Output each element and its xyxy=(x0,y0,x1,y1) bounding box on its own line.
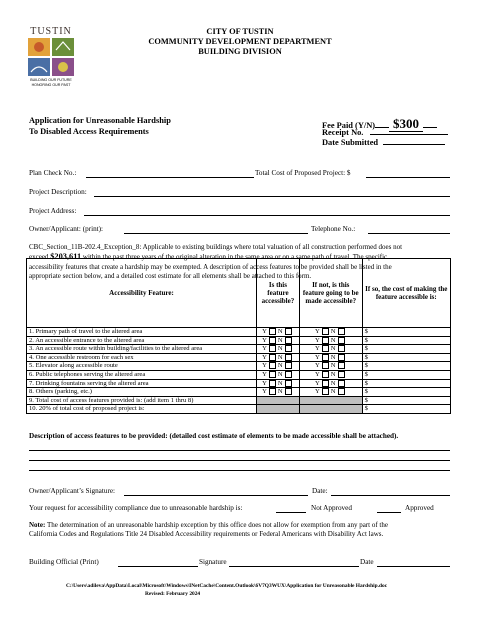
row-feature: 1. Primary path of travel to the altered area xyxy=(27,328,257,337)
yes-checkbox[interactable] xyxy=(269,354,276,361)
table-row xyxy=(27,379,451,388)
date-submitted-field[interactable] xyxy=(383,137,445,145)
yes-checkbox[interactable] xyxy=(322,362,329,369)
receipt-label: Receipt No. xyxy=(322,128,364,137)
yes-checkbox[interactable] xyxy=(322,328,329,335)
table-row-percent xyxy=(27,405,451,414)
note-line-2: California Codes and Regulations Title 24 Disabled Accessibility requirements or Federal Americans with Disability Act laws. xyxy=(29,530,384,539)
table-row xyxy=(27,362,451,371)
cost-cell[interactable]: $ xyxy=(362,370,450,379)
note-label: Note: xyxy=(29,521,46,529)
col-header-feature: Accessibility Feature: xyxy=(27,259,257,328)
yes-checkbox[interactable] xyxy=(269,380,276,387)
date-submitted-label: Date Submitted xyxy=(322,138,379,147)
row-total-label: 9. Total cost of access features provided is: (add item 1 thru 8) xyxy=(27,396,257,405)
no-checkbox[interactable] xyxy=(285,345,292,352)
owner-label: Owner/Applicant: (print): xyxy=(29,225,104,233)
row-feature: 3. An accessible route within building/facilities to the altered area xyxy=(27,345,257,354)
official-signature-label: Signature xyxy=(199,558,227,566)
owner-signature-field[interactable] xyxy=(124,495,308,496)
no-checkbox[interactable] xyxy=(338,371,345,378)
telephone-label: Telephone No.: xyxy=(311,225,356,233)
col-header-accessible: Is this feature accessible? xyxy=(256,259,299,328)
row-feature: 2. An accessible entrance to the altered area xyxy=(27,336,257,345)
cost-cell[interactable]: $ xyxy=(362,379,450,388)
cbc-line-3: accessibility features that create a hardship may be exempted. A description of access features to be provided shall be listed in the xyxy=(29,262,392,271)
accessible-cell: Y N xyxy=(256,353,299,362)
accessible-cell: Y N xyxy=(256,388,299,397)
yes-checkbox[interactable] xyxy=(269,388,276,395)
form-title-1: Application for Unreasonable Hardship xyxy=(29,116,171,125)
yes-checkbox[interactable] xyxy=(269,345,276,352)
receipt-field[interactable] xyxy=(370,127,448,135)
made-accessible-cell: Y N xyxy=(299,379,362,388)
form-title-2: To Disabled Access Requirements xyxy=(29,127,149,136)
official-print-label: Building Official (Print) xyxy=(29,558,99,566)
yes-checkbox[interactable] xyxy=(322,354,329,361)
yes-checkbox[interactable] xyxy=(322,345,329,352)
cost-cell[interactable]: $ xyxy=(362,353,450,362)
table-row-total xyxy=(27,396,451,405)
description-label: Description of access features to be provided: (detailed cost estimate of elements to be made accessible shall be attached). xyxy=(29,432,399,440)
note-line-1: Note: The determination of an unreasonable hardship exception by this office does not allow for exemption from any part of the xyxy=(29,521,388,529)
fee-paid-value[interactable]: $300 xyxy=(389,116,423,132)
cost-cell[interactable]: $ xyxy=(362,328,450,337)
signature-date-field[interactable] xyxy=(331,495,450,496)
header-city: CITY OF TUSTIN xyxy=(206,27,274,36)
yes-checkbox[interactable] xyxy=(322,388,329,395)
yes-checkbox[interactable] xyxy=(269,337,276,344)
no-checkbox[interactable] xyxy=(338,388,345,395)
row-feature: 7. Drinking fountains serving the altered area xyxy=(27,379,257,388)
no-checkbox[interactable] xyxy=(338,337,345,344)
cost-cell[interactable]: $ xyxy=(362,362,450,371)
no-checkbox[interactable] xyxy=(338,380,345,387)
yes-checkbox[interactable] xyxy=(322,337,329,344)
owner-signature-label: Owner/Applicant’s Signature: xyxy=(29,487,116,495)
yes-checkbox[interactable] xyxy=(269,371,276,378)
description-line-1[interactable] xyxy=(29,450,450,451)
no-checkbox[interactable] xyxy=(285,362,292,369)
footer-revised: Revised: February 2024 xyxy=(145,591,201,597)
no-checkbox[interactable] xyxy=(285,328,292,335)
made-accessible-cell: Y N xyxy=(299,345,362,354)
description-line-2[interactable] xyxy=(29,460,450,461)
accessible-cell: Y N xyxy=(256,345,299,354)
approved-label: Approved xyxy=(405,504,434,512)
table-row xyxy=(27,370,451,379)
official-date-label: Date xyxy=(360,558,374,566)
project-address-field[interactable] xyxy=(84,215,450,216)
receipt-row xyxy=(322,127,448,137)
accessible-cell: Y N xyxy=(256,370,299,379)
table-row xyxy=(27,345,451,354)
owner-field[interactable] xyxy=(124,233,308,234)
accessibility-table xyxy=(26,258,451,414)
official-date-field[interactable] xyxy=(377,566,450,567)
no-checkbox[interactable] xyxy=(285,371,292,378)
made-accessible-cell: Y N xyxy=(299,336,362,345)
official-print-field[interactable] xyxy=(118,566,198,567)
accessible-cell: Y N xyxy=(256,379,299,388)
row-feature: 5. Elevator along accessible route xyxy=(27,362,257,371)
made-accessible-cell: Y N xyxy=(299,328,362,337)
total-cost-label: Total Cost of Proposed Project: $ xyxy=(255,169,351,177)
no-checkbox[interactable] xyxy=(338,328,345,335)
table-row xyxy=(27,353,451,362)
project-address-label: Project Address: xyxy=(29,207,77,215)
yes-checkbox[interactable] xyxy=(269,328,276,335)
cost-cell[interactable]: $ xyxy=(362,388,450,397)
yes-checkbox[interactable] xyxy=(322,371,329,378)
made-accessible-cell: Y N xyxy=(299,362,362,371)
accessible-cell: Y N xyxy=(256,328,299,337)
no-checkbox[interactable] xyxy=(285,337,292,344)
logo-name: TUSTIN xyxy=(30,26,72,37)
logo-tagline-1: BUILDING OUR FUTURE xyxy=(30,78,72,82)
not-approved-label: Not Approved xyxy=(311,504,352,512)
project-description-label: Project Description: xyxy=(29,188,87,196)
no-checkbox[interactable] xyxy=(338,345,345,352)
no-checkbox[interactable] xyxy=(338,362,345,369)
header-department: COMMUNITY DEVELOPMENT DEPARTMENT xyxy=(148,37,332,46)
percent-cost-cell[interactable]: $ xyxy=(362,405,450,414)
table-row xyxy=(27,388,451,397)
cbc-line-2a: exceed xyxy=(29,253,51,262)
cbc-amount: $203,611 xyxy=(50,252,82,262)
yes-checkbox[interactable] xyxy=(269,362,276,369)
no-checkbox[interactable] xyxy=(285,388,292,395)
total-cost-field[interactable] xyxy=(366,177,450,178)
col-header-cost: If so, the cost of making the feature accessible is: xyxy=(362,259,450,328)
total-cost-cell[interactable]: $ xyxy=(362,396,450,405)
cbc-line-1: CBC_Section_11B-202.4_Exception_8: Applicable to existing buildings where total valuation of all construction performed does not xyxy=(29,243,403,251)
logo-tagline-2: HONORING OUR PAST xyxy=(31,83,71,87)
table-row xyxy=(27,336,451,345)
project-description-field[interactable] xyxy=(94,196,450,197)
made-accessible-cell: Y N xyxy=(299,388,362,397)
row-feature: 4. One accessible restroom for each sex xyxy=(27,353,257,362)
not-approved-field[interactable] xyxy=(276,512,306,513)
cbc-line-4: appropriate section below, and a detailed cost estimate for all elements shall be attached to this form. xyxy=(29,271,312,280)
telephone-field[interactable] xyxy=(368,233,450,234)
made-accessible-cell: Y N xyxy=(299,353,362,362)
cost-cell[interactable]: $ xyxy=(362,336,450,345)
accessible-cell: Y N xyxy=(256,336,299,345)
official-signature-field[interactable] xyxy=(229,566,359,567)
request-text: Your request for accessibility compliance due to unreasonable hardship is: xyxy=(29,504,243,512)
cbc-line-2b: within the past three years of the original alteration in the same area or on a same path of travel. The specific xyxy=(81,253,388,262)
note-block xyxy=(29,521,388,540)
footer-path: C:\Users\adileva\AppData\Local\Microsoft\Windows\INetCache\Content.Outlook\6V7Q3WUX\Application for Unreasonable Hardship.doc xyxy=(66,583,388,589)
row-feature: 6. Public telephones serving the altered area xyxy=(27,370,257,379)
accessible-cell: Y N xyxy=(256,362,299,371)
yes-checkbox[interactable] xyxy=(322,380,329,387)
no-checkbox[interactable] xyxy=(338,354,345,361)
no-checkbox[interactable] xyxy=(285,380,292,387)
fee-paid-label: Fee Paid (Y/N) xyxy=(322,121,376,130)
no-checkbox[interactable] xyxy=(285,354,292,361)
plan-check-field[interactable] xyxy=(86,177,254,178)
plan-check-label: Plan Check No.: xyxy=(29,169,77,177)
row-percent-label: 10. 20% of total cost of proposed project is: xyxy=(27,405,257,414)
row-feature: 8. Others (parking, etc.) xyxy=(27,388,257,397)
signature-date-label: Date: xyxy=(312,487,328,495)
made-accessible-cell: Y N xyxy=(299,370,362,379)
cost-cell[interactable]: $ xyxy=(362,345,450,354)
approved-field[interactable] xyxy=(377,512,401,513)
description-line-3[interactable] xyxy=(29,470,450,471)
table-row xyxy=(27,328,451,337)
col-header-made-accessible: If not, is this feature going to be made accessible? xyxy=(299,259,362,328)
header-division: BUILDING DIVISION xyxy=(198,47,282,56)
date-submitted-row xyxy=(322,137,445,147)
